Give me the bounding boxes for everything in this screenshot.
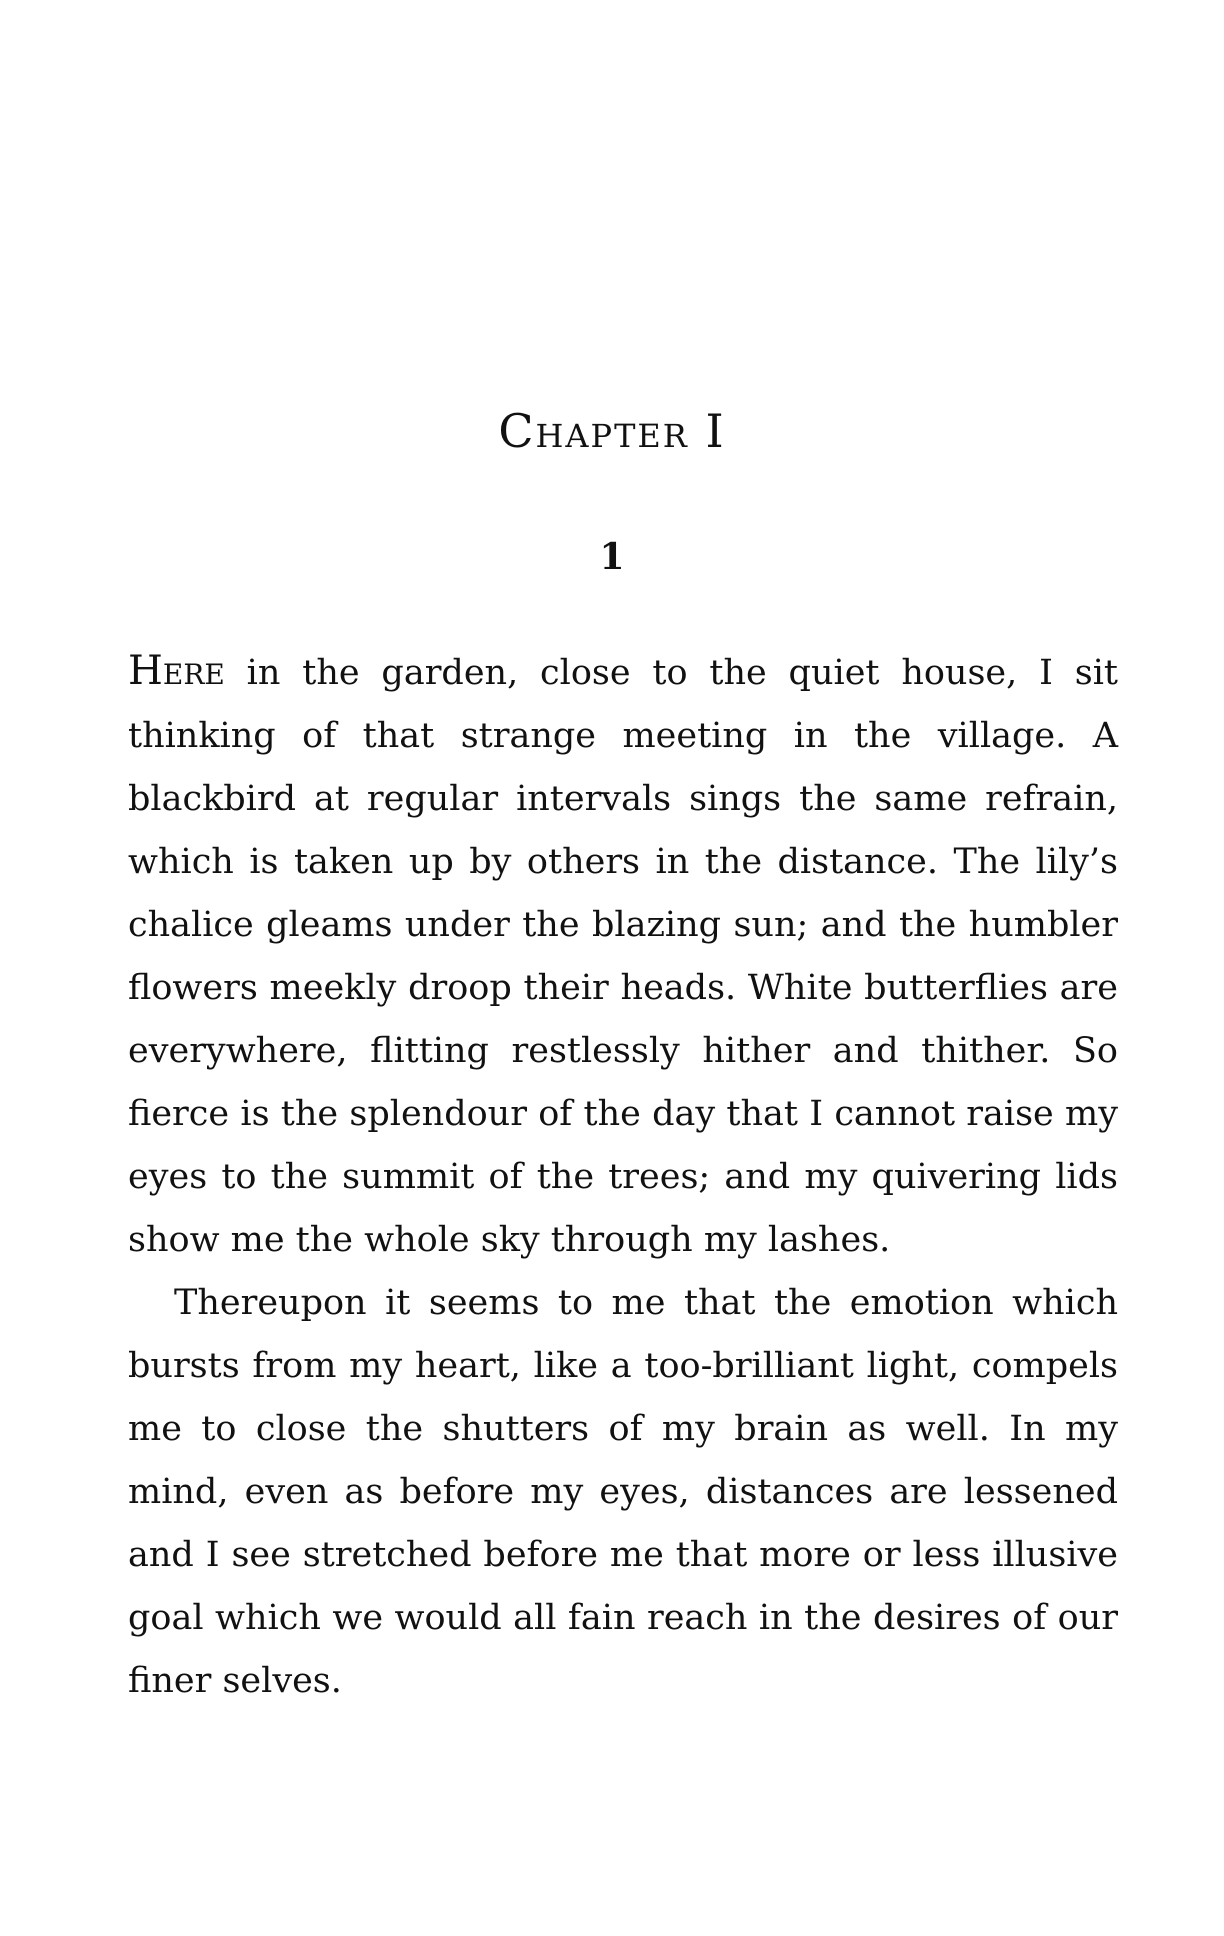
chapter-heading: Chapter I [498,404,726,458]
section-number: 1 [599,536,625,578]
paragraph-1-text: in the garden, close to the quiet house, I sit thinking of that strange meeting in the village. A blackbird at regular intervals sings the same refrain, which is taken up by others in the distance. The lily’s chalice gleams under the blazing sun; and the humbler flowers meekly droop their heads. White butterflies are everywhere, flitting restlessly hither and thither. So fierce is the splendour of the day that I cannot raise my eyes to the summit of the trees; and my quivering lids show me the whole sky through my lashes. [128,653,1118,1260]
paragraph-2: Thereupon it seems to me that the emotion which bursts from my heart, like a too-brilliant light, compels me to close the shutters of my brain as well. In my mind, even as before my eyes, distances are lessened and I see stretched before me that more or less illusive goal which we would all fain reach in the desires of our finer selves. [128,1283,1118,1701]
paragraph-lead-word: Here [128,648,225,694]
paragraph-1 [128,640,1118,1272]
body-text [128,640,1118,1713]
